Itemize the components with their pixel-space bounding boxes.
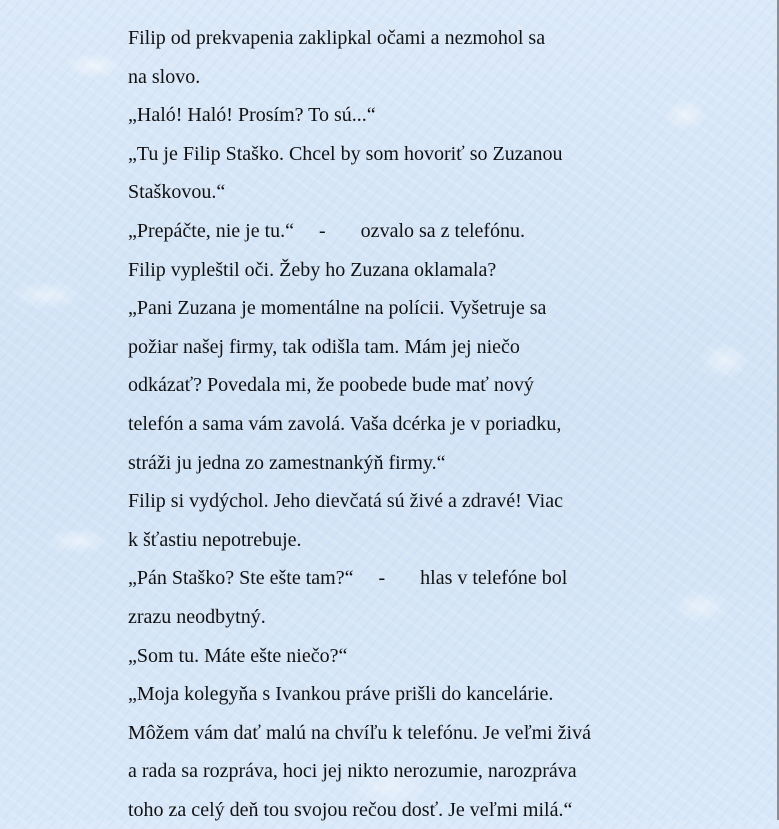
text-line: „Prepáčte, nie je tu.“ - ozvalo sa z telefónu. xyxy=(128,219,526,242)
text-line: „Tu je Filip Staško. Chcel by som hovoriť so Zuzanou xyxy=(128,142,563,165)
text-line: Filip od prekvapenia zaklipkal očami a nezmohol sa xyxy=(128,27,546,49)
text-line: na slovo. xyxy=(128,65,201,88)
text-line: „Pán Staško? Ste ešte tam?“ - hlas v telefóne bol xyxy=(128,567,568,590)
text-line: a rada sa rozpráva, hoci jej nikto nerozumie, narozpráva xyxy=(128,760,577,783)
text-line: Filip vypleštil oči. Žeby ho Zuzana oklamala? xyxy=(128,258,497,281)
text-line: „Pani Zuzana je momentálne na polícii. Vyšetruje sa xyxy=(128,297,547,320)
text-line: „Moja kolegyňa s Ivankou práve prišli do kancelárie. xyxy=(128,683,554,706)
text-line: k šťastiu nepotrebuje. xyxy=(128,528,302,551)
text-line: toho za celý deň tou svojou rečou dosť. Je veľmi milá.“ xyxy=(128,798,573,821)
text-line: „Haló! Haló! Prosím? To sú...“ xyxy=(128,104,376,127)
text-line: Filip si vydýchol. Jeho dievčatá sú živé a zdravé! Viac xyxy=(128,490,563,513)
text-line: zrazu neodbytný. xyxy=(128,605,266,628)
document-page xyxy=(128,19,688,829)
text-line: Môžem vám dať malú na chvíľu k telefónu. Je veľmi živá xyxy=(128,721,591,744)
text-line: Staškovou.“ xyxy=(128,181,226,204)
text-line: telefón a sama vám zavolá. Vaša dcérka je v poriadku, xyxy=(128,412,562,435)
text-line: „Som tu. Máte ešte niečo?“ xyxy=(128,644,348,667)
text-line: odkázať? Povedala mi, že poobede bude mať nový xyxy=(128,374,534,397)
text-line: stráži ju jedna zo zamestnankýň firmy.“ xyxy=(128,451,446,474)
text-line: požiar našej firmy, tak odišla tam. Mám jej niečo xyxy=(128,335,520,358)
